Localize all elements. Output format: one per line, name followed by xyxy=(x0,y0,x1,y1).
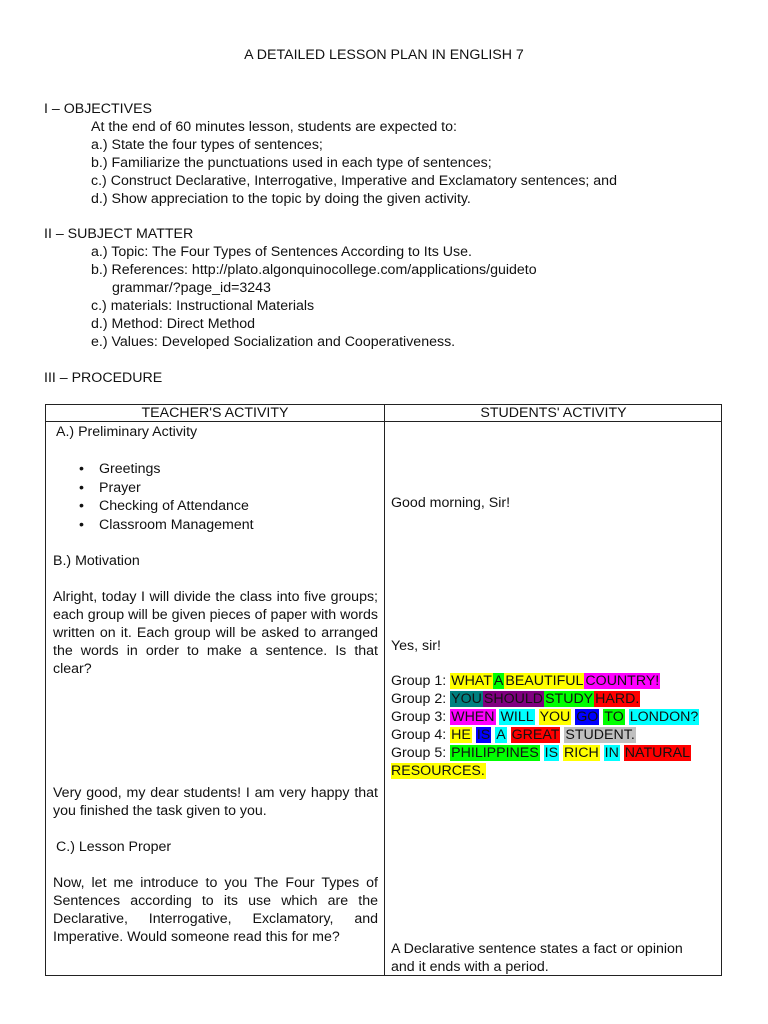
group-label: Group 3: xyxy=(391,709,447,725)
objectives-intro: At the end of 60 minutes lesson, students are expected to: xyxy=(91,119,457,135)
highlighted-word: YOU xyxy=(539,709,571,725)
procedure-table xyxy=(45,404,722,976)
objective-item: d.) Show appreciation to the topic by doing the given activity. xyxy=(91,191,471,207)
preliminary-activity-label: A.) Preliminary Activity xyxy=(56,424,198,440)
praise-text: Very good, my dear students! I am very happy that you finished the task given to you. xyxy=(53,785,378,819)
group-answer-4 xyxy=(391,726,636,744)
highlighted-word: HARD. xyxy=(595,691,640,707)
lesson-proper-label: C.) Lesson Proper xyxy=(56,839,172,855)
list-item: • Prayer xyxy=(99,479,141,498)
highlighted-word: BEAUTIFUL xyxy=(505,673,584,689)
highlighted-word: TO xyxy=(604,709,624,725)
highlighted-word: WHEN xyxy=(451,709,495,725)
list-item: • Greetings xyxy=(99,460,161,479)
highlighted-word: IS xyxy=(544,745,559,761)
highlighted-word: STUDENT. xyxy=(565,727,635,743)
highlighted-word: GO xyxy=(576,709,599,725)
teacher-activity-header: TEACHER'S ACTIVITY xyxy=(141,405,289,421)
motivation-label: B.) Motivation xyxy=(53,553,140,569)
student-yes: Yes, sir! xyxy=(391,638,441,654)
student-greeting: Good morning, Sir! xyxy=(391,495,511,511)
subject-item: b.) References: http://plato.algonquinocollege.com/applications/guideto xyxy=(91,262,537,278)
highlighted-word: A xyxy=(493,673,504,689)
subject-item: e.) Values: Developed Socialization and Cooperativeness. xyxy=(91,334,456,350)
highlighted-word: GREAT xyxy=(511,727,560,743)
highlighted-word: IS xyxy=(476,727,491,743)
declarative-answer-line-2: and it ends with a period. xyxy=(391,959,549,975)
group-answer-5-continued xyxy=(391,762,486,780)
highlighted-word: A xyxy=(496,727,506,743)
highlighted-word: RICH xyxy=(564,745,599,761)
subject-item: a.) Topic: The Four Types of Sentences According to Its Use. xyxy=(91,244,472,260)
objective-item: a.) State the four types of sentences; xyxy=(91,137,323,153)
highlighted-word: NATURAL xyxy=(624,745,690,761)
group-answer-2 xyxy=(391,690,640,708)
lesson-text: Now, let me introduce to you The Four Types of Sentences according to its use which are the Declarative, Interrogative, Exclamatory, and Imperative. Would someone read this for me? xyxy=(53,875,378,945)
highlighted-word: RESOURCES. xyxy=(391,763,485,779)
group-label: Group 4: xyxy=(391,727,447,743)
declarative-answer-line-1: A Declarative sentence states a fact or opinion xyxy=(391,941,683,957)
list-item: • Classroom Management xyxy=(99,516,254,535)
highlighted-word: IN xyxy=(604,745,619,761)
group-label: Group 5: xyxy=(391,745,447,761)
objective-item: b.) Familiarize the punctuations used in each type of sentences; xyxy=(91,155,492,171)
list-item: • Checking of Attendance xyxy=(99,497,249,516)
objectives-heading: I – OBJECTIVES xyxy=(44,101,153,117)
procedure-heading: III – PROCEDURE xyxy=(44,370,163,386)
document-title: A DETAILED LESSON PLAN IN ENGLISH 7 xyxy=(244,47,524,63)
highlighted-word: WHAT xyxy=(451,673,492,689)
highlighted-word: LONDON? xyxy=(629,709,699,725)
group-label: Group 1: xyxy=(391,673,447,689)
subject-item: grammar/?page_id=3243 xyxy=(112,280,271,296)
group-answer-1 xyxy=(391,672,660,690)
subject-item: d.) Method: Direct Method xyxy=(91,316,256,332)
group-answer-5 xyxy=(391,744,691,762)
highlighted-word: COUNTRY! xyxy=(585,673,660,689)
subject-matter-heading: II – SUBJECT MATTER xyxy=(44,226,194,242)
students-activity-header: STUDENTS' ACTIVITY xyxy=(480,405,627,421)
highlighted-word: HE xyxy=(451,727,471,743)
subject-item: c.) materials: Instructional Materials xyxy=(91,298,315,314)
highlighted-word: PHILIPPINES xyxy=(451,745,539,761)
highlighted-word: YOU xyxy=(451,691,482,707)
highlighted-word: STUDY xyxy=(545,691,594,707)
highlighted-word: SHOULD xyxy=(483,691,544,707)
motivation-text: Alright, today I will divide the class into five groups; each group will be given pieces of paper with words written on it. Each group will be asked to arranged the words in order to make a sentence. Is that clear? xyxy=(53,589,378,677)
objective-item: c.) Construct Declarative, Interrogative, Imperative and Exclamatory sentences; and xyxy=(91,173,617,189)
group-answer-3 xyxy=(391,708,699,726)
group-label: Group 2: xyxy=(391,691,447,707)
highlighted-word: WILL xyxy=(500,709,534,725)
table-column-divider xyxy=(384,405,385,975)
